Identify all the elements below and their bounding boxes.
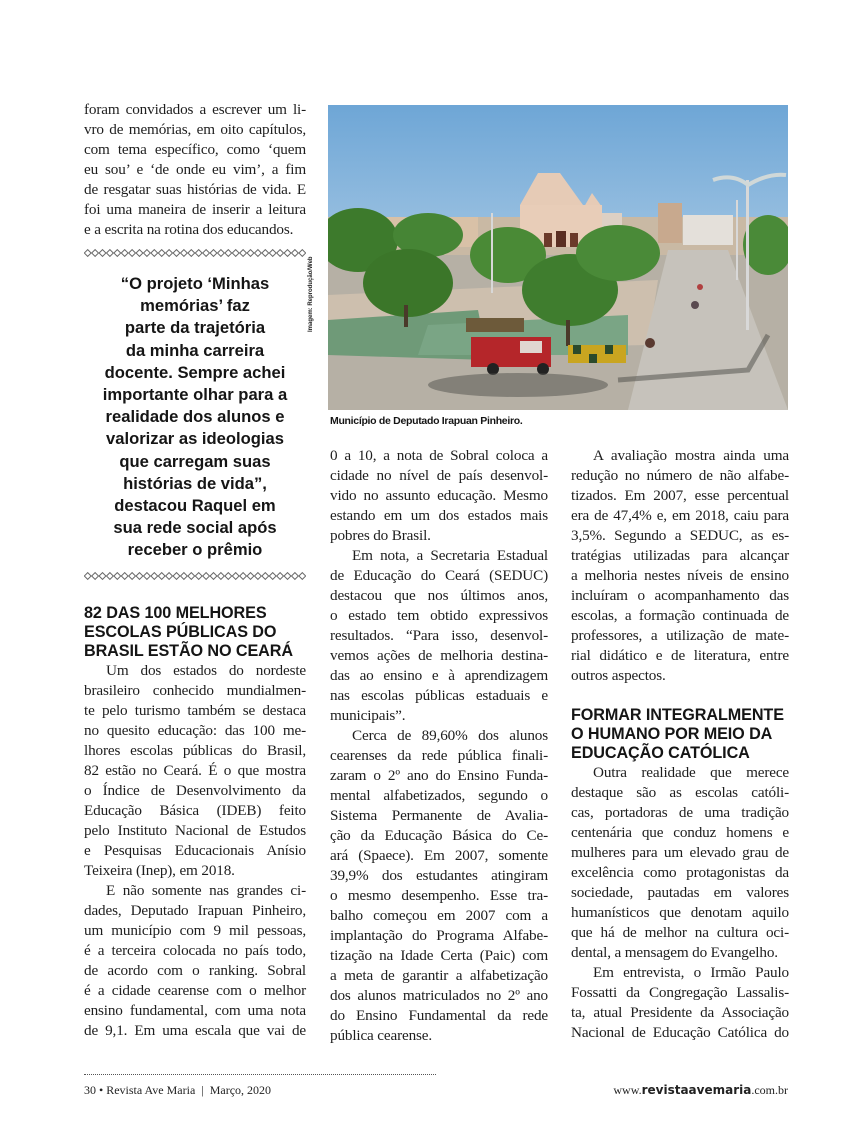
text-line: Teixeira (Inep), em 2018.: [84, 861, 235, 879]
text-line: resultados. “Para isso, desenvol-: [330, 627, 548, 644]
text-line: zaram o 2º ano do Ensino Funda-: [330, 767, 548, 784]
text-line: BRASIL ESTÃO NO CEARÁ: [84, 641, 293, 660]
text-line: mental alfabetizados, segundo o: [330, 787, 548, 804]
magazine-name: Revista Ave Maria: [106, 1083, 196, 1097]
text-line: pública cearense.: [330, 1027, 433, 1044]
text-line: Fossatti da Congregação Lassalis-: [571, 984, 789, 1001]
text-line: destacou Raquel em: [114, 496, 276, 516]
text-line: Em nota, a Secretaria Estadual: [352, 547, 548, 564]
paragraph-escolas-catolicas: [571, 763, 789, 963]
text-line: 82 estão no Ceará. É o que mostra: [84, 761, 306, 779]
text-line: no quesito educação: das 100 me-: [84, 721, 306, 739]
footer-website-link[interactable]: [613, 1083, 788, 1098]
text-line: destacou que nos últimos anos,: [330, 587, 548, 604]
text-line: que carregam suas: [119, 451, 271, 471]
paragraph-deputado-irapuan: [84, 881, 306, 1041]
intro-paragraph: [84, 100, 306, 240]
text-line: docente. Sempre achei: [104, 362, 286, 382]
text-line: nas escolas públicas estaduais e: [330, 687, 548, 704]
text-line: e Pesquisas Educacionais Anísio: [84, 841, 306, 859]
text-line: centenária que conduz homens e: [571, 824, 789, 841]
section-heading-educacao-catolica: [571, 706, 789, 763]
photo-caption: Município de Deputado Irapuan Pinheiro.: [330, 415, 523, 427]
photo-credit: Imagem: Reprodução/Web: [308, 256, 314, 332]
text-line: eu sou’ e ‘de onde eu vim’, a fim: [84, 161, 306, 178]
text-line: sociedade, pautadas em valores: [571, 884, 789, 901]
text-line: pobres do Brasil.: [330, 527, 431, 544]
text-line: 0 a 10, a nota de Sobral coloca a: [330, 447, 548, 464]
text-line: é a cidade cearense com o melhor: [84, 981, 306, 999]
text-line: dos alunos matriculados no 2º ano: [330, 987, 548, 1004]
text-line: dental, a mensagem do Evangelho.: [571, 944, 778, 961]
text-line: vido no assunto educação. Mesmo: [330, 487, 548, 504]
text-line: outros aspectos.: [571, 667, 666, 684]
text-line: histórias de vida”,: [123, 473, 267, 493]
text-line: professores, a utilização de mate-: [571, 627, 789, 644]
footer-dotted-rule: [84, 1074, 436, 1075]
text-line: valorizar as ideologias: [106, 429, 284, 449]
text-line: das ao ensino e à aprendizagem: [330, 667, 548, 684]
text-line: FORMAR INTEGRALMENTE: [571, 706, 784, 724]
text-line: redução no número de não alfabe-: [571, 467, 789, 484]
text-line: foram convidados a escrever um li-: [84, 101, 306, 118]
text-line: excelência como protagonistas da: [571, 864, 789, 881]
text-line: escolas, a formação continuada de: [571, 607, 789, 624]
text-line: Outra realidade que merece: [593, 764, 789, 781]
text-line: um município com 9 mil pessoas,: [84, 921, 306, 939]
text-line: Em entrevista, o Irmão Paulo: [593, 964, 789, 981]
text-line: Nacional de Educação Católica do: [571, 1024, 789, 1041]
text-line: de resgatar suas histórias de vida. E: [84, 181, 306, 198]
paragraph-ideb: [84, 661, 306, 881]
text-line: a melhoria nestes níveis de ensino: [571, 567, 789, 584]
text-line: EDUCAÇÃO CATÓLICA: [571, 744, 750, 762]
text-line: Educação Básica (IDEB) feito: [84, 801, 306, 819]
text-line: e a escrita na rotina dos educandos.: [84, 221, 294, 238]
text-line: E não somente nas grandes ci-: [106, 881, 306, 899]
text-line: destaque são as escolas católi-: [571, 784, 789, 801]
paragraph-sobral: [330, 446, 548, 546]
text-line: lhores escolas públicas do Brasil,: [84, 741, 306, 759]
left-column: [84, 100, 306, 1041]
text-line: receber o prêmio: [127, 540, 263, 560]
text-line: importante olhar para a: [102, 385, 288, 405]
url-suffix: .com.br: [751, 1083, 788, 1097]
middle-column: [330, 446, 548, 1046]
text-line: cidade no nível de país desenvol-: [330, 467, 548, 484]
text-line: 82 DAS 100 MELHORES: [84, 603, 267, 622]
text-line: ensino fundamental, com uma nota: [84, 1001, 306, 1019]
text-line: da minha carreira: [125, 340, 265, 360]
text-line: pelo Instituto Nacional de Estudos: [84, 821, 306, 839]
paragraph-seduc: [330, 546, 548, 726]
url-brand: revistaavemaria: [641, 1083, 752, 1097]
paragraph-spaece: [330, 726, 548, 1046]
text-line: balho começou em 2007 com a: [330, 907, 548, 924]
text-line: ESCOLAS PÚBLICAS DO: [84, 622, 277, 641]
text-line: de acordo com o ranking. Sobral: [84, 961, 306, 979]
text-line: te pelo turismo também se destaca: [84, 701, 306, 719]
text-line: vemos ações de melhoria destina-: [330, 647, 548, 664]
text-line: vro de memórias, em oito capítulos,: [84, 121, 306, 138]
text-line: tização na Idade Certa (Paic) com: [330, 947, 548, 964]
url-prefix: www.: [613, 1083, 642, 1097]
text-line: “O projeto ‘Minhas: [120, 274, 270, 293]
footer-folio: [84, 1083, 271, 1098]
paragraph-avaliacao: [571, 446, 789, 686]
text-line: brasileiro conhecido mundialmen-: [84, 681, 306, 699]
bullet-icon: •: [99, 1083, 104, 1097]
text-line: implantação do Programa Alfabe-: [330, 927, 548, 944]
text-line: incluíram o acompanhamento das: [571, 587, 789, 604]
text-line: tratégias utilizadas para alcançar: [571, 547, 789, 564]
text-line: de Educação do Ceará (SEDUC): [330, 567, 548, 584]
text-line: parte da trajetória: [124, 318, 266, 338]
text-line: foi uma maneira de inserir a leitura: [84, 201, 306, 218]
text-line: cas, portadoras de uma tradição: [571, 804, 789, 821]
section-heading-ceara: [84, 604, 306, 661]
text-line: 39,9% dos estudantes atingiram: [330, 867, 548, 884]
text-line: Sistema Permanente de Avalia-: [330, 807, 548, 824]
paragraph-entrevista: [571, 963, 789, 1043]
text-line: ta, atual Presidente da Associação: [571, 1004, 789, 1021]
text-line: municipais”.: [330, 707, 406, 724]
text-line: realidade dos alunos e: [105, 407, 285, 427]
photo-deputado-irapuan-pinheiro: [328, 105, 788, 410]
text-line: ará (Spaece). Em 2007, somente: [330, 847, 548, 864]
diamond-divider-bottom: [84, 570, 306, 582]
diamond-divider-top: [84, 247, 306, 259]
text-line: com tema específico, como ‘quem: [84, 141, 306, 158]
text-line: é a terceira colocada no país todo,: [84, 941, 306, 959]
text-line: o mesmo desempenho. Esse tra-: [330, 887, 548, 904]
page-number: 30: [84, 1083, 96, 1097]
text-line: Um dos estados do nordeste: [106, 661, 306, 679]
text-line: de 9,1. Em uma escala que vai de: [84, 1021, 306, 1039]
text-line: ção da Educação Básica do Ce-: [330, 827, 548, 844]
text-line: humanísticos que denotam aquilo: [571, 904, 789, 921]
text-line: o Índice de Desenvolvimento da: [84, 781, 306, 799]
text-line: A avaliação mostra ainda uma: [593, 447, 789, 464]
text-line: tizados. Em 2007, esse percentual: [571, 487, 789, 504]
separator: |: [201, 1083, 204, 1097]
text-line: dades, Deputado Irapuan Pinheiro,: [84, 901, 306, 919]
text-line: era de 47,4% e, em 2018, caiu para: [571, 507, 789, 524]
text-line: rial didático e de literatura, entre: [571, 647, 789, 664]
pull-quote: [84, 273, 306, 562]
text-line: cearenses da rede pública finali-: [330, 747, 548, 764]
text-line: o estado tem obtido expressivos: [330, 607, 548, 624]
text-line: a meta de garantir a alfabetização: [330, 967, 548, 984]
text-line: sua rede social após: [113, 518, 277, 538]
issue-date: Março, 2020: [209, 1083, 272, 1097]
text-line: 3,5%. Segundo a SEDUC, as es-: [571, 527, 789, 544]
text-line: O HUMANO POR MEIO DA: [571, 725, 773, 743]
text-line: do Ensino Fundamental da rede: [330, 1007, 548, 1024]
text-line: Cerca de 89,60% dos alunos: [352, 727, 548, 744]
town-square-image: [328, 105, 788, 410]
text-line: que há de melhor na cultura oci-: [571, 924, 789, 941]
right-column: [571, 446, 789, 1043]
text-line: estando em um dos estados mais: [330, 507, 548, 524]
text-line: memórias’ faz: [140, 296, 250, 316]
text-line: mulheres para um elevado grau de: [571, 844, 789, 861]
